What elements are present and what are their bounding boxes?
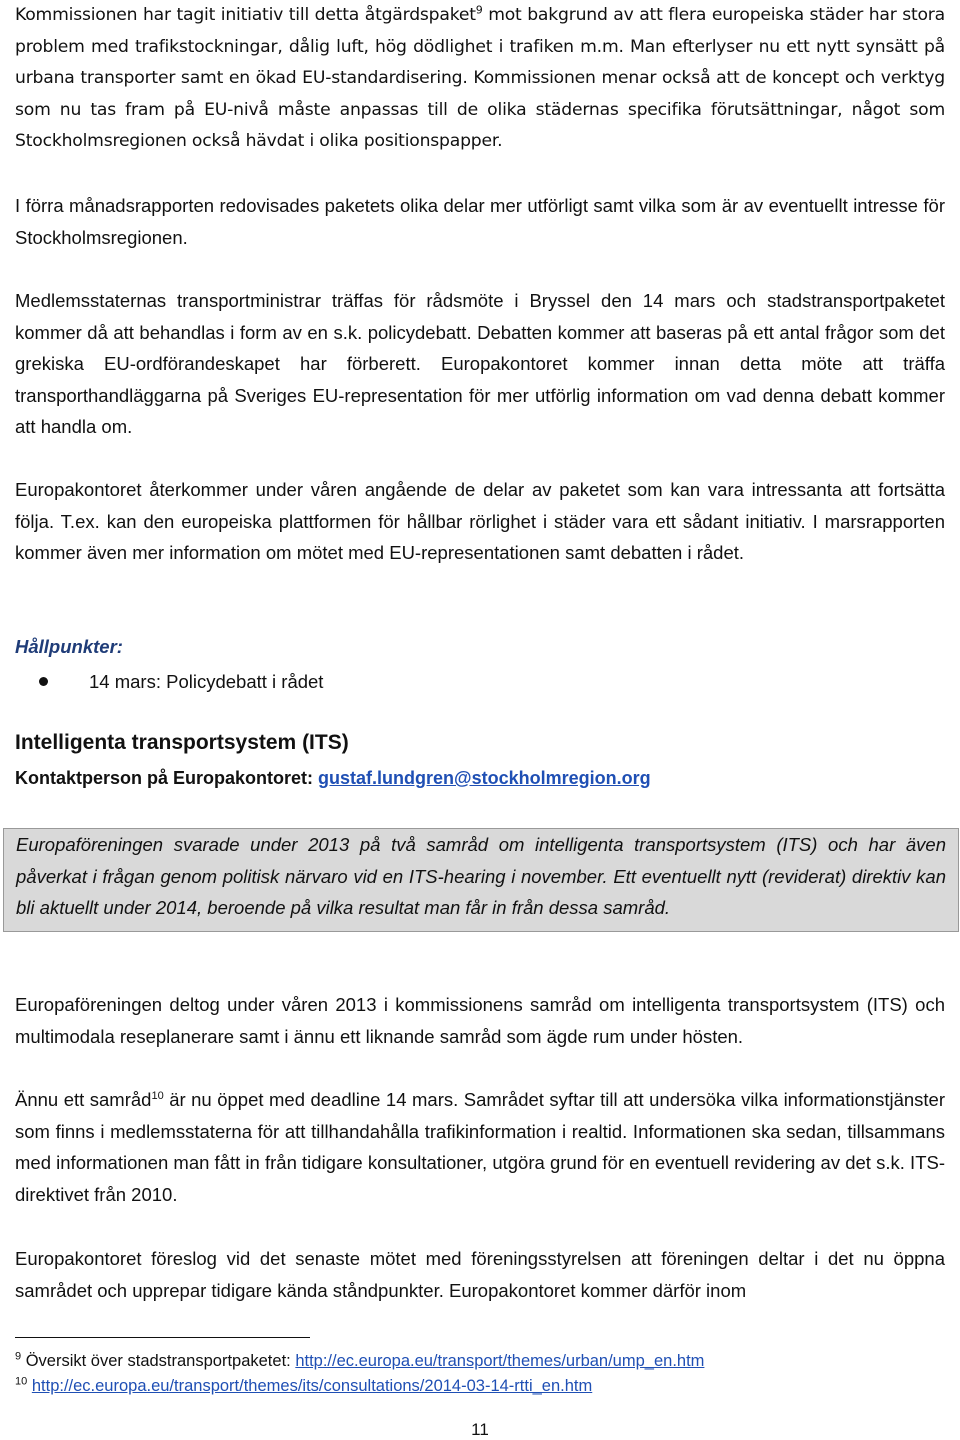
footnote-text: Översikt över stadstransportpaketet: bbox=[21, 1352, 296, 1370]
footnote-10 bbox=[15, 1375, 592, 1397]
contact-email-link[interactable]: gustaf.lundgren@stockholmregion.org bbox=[318, 768, 651, 788]
paragraph-text: Ännu ett samråd bbox=[15, 1089, 152, 1110]
list-item-text: 14 mars: Policydebatt i rådet bbox=[89, 671, 324, 692]
footnote-number: 9 bbox=[15, 1350, 22, 1363]
contact-label: Kontaktperson på Europakontoret: bbox=[15, 768, 319, 788]
its-summary-box: Europaföreningen svarade under 2013 på två samråd om intelligenta transportsystem (ITS) och har även påverkat i frågan genom politisk närvaro vid en ITS-hearing i november. Ett eventuellt nytt (reviderat) direktiv kan bli aktuellt under 2014, beroende på vilka resultat man får in från dessa samråd. bbox=[3, 828, 959, 932]
paragraph-text: mot bakgrund av att flera europeiska städer har stora problem med trafikstockningar, dålig luft, hög dödlighet i trafiken m.m. Man efterlyser nu ett nytt synsätt på urbana transporter samt en ökad EU-standardisering. Kommissionen menar också att de koncept och verktyg som nu tas fram på EU-nivå måste anpassas till de olika städernas specifika förutsättningar, något som Stockholmsregionen också hävdat i olika positionspapper. bbox=[15, 5, 946, 151]
paragraph-transport-ministers: Medlemsstaternas transportministrar träffas för rådsmöte i Bryssel den 14 mars och stadstransportpaketet kommer då att behandlas i form av en s.k. policydebatt. Debatten kommer att baseras på ett antal frågor som det grekiska EU-ordförandeskapet har förberett. Europakontoret kommer innan detta möte att träffa transporthandläggarna på Sveriges EU-representation för mer utförlig information om vad denna debatt kommer att handla om. bbox=[15, 290, 945, 437]
bullet-icon bbox=[39, 677, 48, 686]
footnote-ref-10[interactable]: 10 bbox=[151, 1089, 164, 1102]
paragraph-previous-report: I förra månadsrapporten redovisades paketets olika delar mer utförligt samt vilka som är av eventuellt intresse för Stockholmsregionen. bbox=[15, 195, 945, 248]
footnote-divider bbox=[15, 1337, 310, 1338]
footnote-ref-9[interactable]: 9 bbox=[475, 3, 483, 17]
paragraph-text: Kommissionen har tagit initiativ till detta åtgärdspaket bbox=[15, 5, 476, 25]
paragraph-europakontoret-followup: Europakontoret återkommer under våren angående de delar av paketet som kan vara intressanta att fortsätta följa. T.ex. kan den europeiska plattformen för hållbar rörlighet i städer vara ett sådant initiativ. I marsrapporten kommer även mer information om mötet med EU-representationen samt debatten i rådet. bbox=[15, 479, 945, 563]
paragraph-open-consultation bbox=[15, 1084, 945, 1210]
footnote-number: 10 bbox=[15, 1375, 28, 1388]
paragraph-its-consultations-2013: Europaföreningen deltog under våren 2013 i kommissionens samråd om intelligenta transportsystem (ITS) och multimodala reseplanerare samt i ännu ett liknande samråd som ägde rum under hösten. bbox=[15, 994, 945, 1047]
paragraph-proposal: Europakontoret föreslog vid det senaste mötet med föreningsstyrelsen att föreningen deltar i det nu öppna samrådet och upprepar tidigare kända ståndpunkter. Europakontoret kommer därför inom bbox=[15, 1248, 945, 1301]
list-item bbox=[15, 666, 945, 698]
contact-line bbox=[15, 765, 651, 791]
section-title-its: Intelligenta transportsystem (ITS) bbox=[15, 731, 349, 754]
footnote-9 bbox=[15, 1350, 704, 1372]
footnote-link[interactable]: http://ec.europa.eu/transport/themes/its/consultations/2014-03-14-rtti_en.htm bbox=[31, 1377, 593, 1395]
page-number: 11 bbox=[471, 1420, 489, 1439]
paragraph-text: är nu öppet med deadline 14 mars. Samrådet syftar till att undersöka vilka informationstjänster som finns i medlemsstaterna för att tillhandahålla trafikinformation i realtid. Informationen ska sedan, tillsammans med informationen man fått in från tidigare konsultationer, utgöra grund för en eventuell revidering av det s.k. ITS-direktivet från 2010. bbox=[15, 1089, 945, 1205]
hallpunkter-heading: Hållpunkter: bbox=[15, 636, 123, 657]
paragraph-urban-package-intro bbox=[15, 0, 945, 158]
footnote-link[interactable]: http://ec.europa.eu/transport/themes/urban/ump_en.htm bbox=[295, 1352, 705, 1370]
